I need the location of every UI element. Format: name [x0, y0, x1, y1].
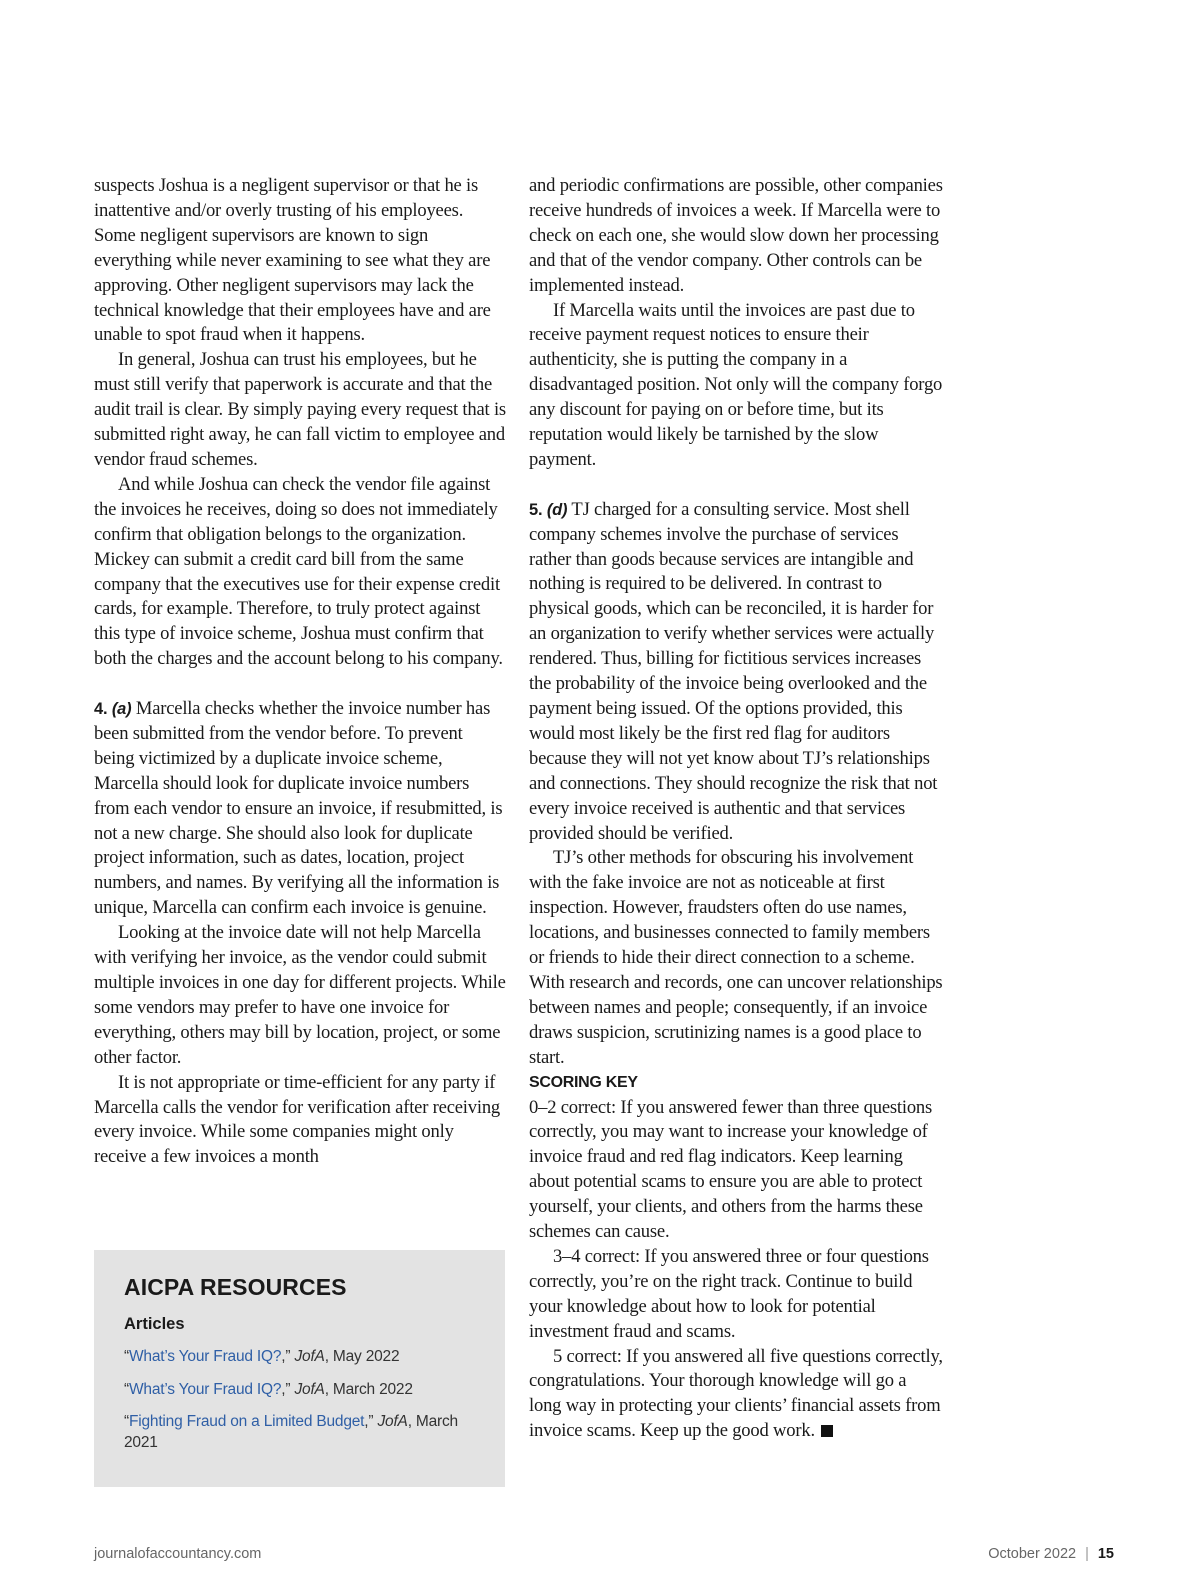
- resource-item: [124, 1379, 475, 1400]
- resources-subtitle: Articles: [124, 1315, 185, 1333]
- left-column: [94, 174, 506, 1170]
- quote-open: “: [124, 1413, 129, 1430]
- left-paragraph-2: In general, Joshua can trust his employees, but he must still verify that paperwork is accurate and that the audit trail is clear. By simply paying every request that is submitted right away, he can fall victim to employee and vendor fraud schemes.: [94, 349, 506, 470]
- footer-issue-date: October 2022: [988, 1546, 1077, 1562]
- right-paragraph-1: and periodic confirmations are possible, other companies receive hundreds of invoices a week. If Marcella were to check on each one, she would slow down her processing and that of the vendor company. Other controls can be implemented instead.: [529, 175, 943, 296]
- right-column: [529, 174, 943, 1444]
- answer-4-number: 4.: [94, 700, 108, 719]
- left-paragraph-1: suspects Joshua is a negligent supervisor or that he is inattentive and/or overly trusting of his employees. Some negligent supervisors are known to sign everything while never examining to see what they are approving. Other negligent supervisors may lack the technical knowledge that their employees have and are unable to spot fraud when it happens.: [94, 175, 491, 346]
- quote-close: ,”: [281, 1348, 295, 1365]
- page-number: 15: [1097, 1546, 1114, 1562]
- score-range-0-2: 0–2 correct: If you answered fewer than three questions correctly, you may want to increase your knowledge of invoice fraud and red flag indicators. Keep learning about potential scams to ensure you are able to protect yourself, your clients, and others from the harms these schemes can cause.: [529, 1096, 933, 1243]
- left-paragraph-3: And while Joshua can check the vendor file against the invoices he receives, doing so does not immediately confirm that obligation belongs to the organization. Mickey can submit a credit card bill from the same company that the executives use for their expense credit cards, for example. Therefore, to truly protect against this type of invoice scheme, Joshua must confirm that both the charges and the account belong to his company.: [94, 473, 503, 670]
- resource-date: , March 2022: [324, 1380, 413, 1398]
- resource-link-fraud-iq-may[interactable]: What’s Your Fraud IQ?: [128, 1348, 282, 1365]
- answer-5: [529, 498, 943, 847]
- score-range-5: [529, 1345, 943, 1445]
- journal-name: JofA: [294, 1348, 325, 1365]
- resource-link-fraud-iq-march[interactable]: What’s Your Fraud IQ?: [128, 1380, 282, 1398]
- resource-date: , May 2022: [324, 1348, 400, 1365]
- resources-title: AICPA RESOURCES: [124, 1274, 347, 1300]
- journal-name: JofA: [377, 1413, 408, 1430]
- resource-date: , March 2021: [124, 1413, 458, 1451]
- answer-4-letter: (a): [111, 700, 132, 719]
- answer-5-letter: (d): [546, 500, 568, 519]
- score-range-3-4: 3–4 correct: If you answered three or four questions correctly, you’re on the right track. Continue to build your knowledge about how to look for potential investment fraud and scams.: [529, 1245, 929, 1342]
- answer-5-number: 5.: [529, 500, 543, 519]
- scoring-key-heading: SCORING KEY: [529, 1073, 638, 1091]
- journal-name: JofA: [294, 1380, 325, 1398]
- answer-5-text: TJ charged for a consulting service. Most shell company schemes involve the purchase of services rather than goods because services are intangible and nothing is required to be delivered. In contrast to physical goods, which can be reconciled, it is harder for an organization to verify whether services were actually rendered. Thus, billing for fictitious services increases the probability of the invoice being overlooked and the payment being issued. Of the options provided, this would most likely be the first red flag for auditors because they will not yet know about TJ’s relationships and connections. They should recognize the risk that not every invoice received is authentic and that services provided should be verified.: [529, 498, 938, 844]
- footer-issue-info: [988, 1546, 1114, 1562]
- quote-close: ,”: [281, 1380, 295, 1398]
- resource-link-limited-budget[interactable]: Fighting Fraud on a Limited Budget: [128, 1413, 365, 1430]
- quote-open: “: [124, 1348, 129, 1365]
- answer-4: [94, 697, 506, 921]
- right-paragraph-2: If Marcella waits until the invoices are past due to receive payment request notices to ensure their authenticity, she is putting the company in a disadvantaged position. Not only will the company forgo any discount for paying on or before time, but its reputation would likely be tarnished by the slow payment.: [529, 299, 943, 470]
- footer-separator: |: [1085, 1546, 1089, 1562]
- left-paragraph-5: Looking at the invoice date will not help Marcella with verifying her invoice, as the vendor could submit multiple invoices in one day for different projects. While some vendors may prefer to have one invoice for everything, others may bill by location, project, or some other factor.: [94, 922, 506, 1068]
- right-paragraph-4: TJ’s other methods for obscuring his involvement with the fake invoice are not as noticeable at first inspection. However, fraudsters often do use names, locations, and businesses connected to family members or friends to hide their direct connection to a scheme. With research and records, one can uncover relationships between names and people; consequently, if an invoice draws suspicion, scrutinizing names is a good place to start.: [529, 847, 943, 1068]
- footer-site: journalofaccountancy.com: [94, 1546, 262, 1562]
- resource-item: [124, 1346, 475, 1367]
- quote-open: “: [124, 1380, 129, 1398]
- score-range-5-text: 5 correct: If you answered all five questions correctly, congratulations. Your thorough knowledge will go a long way in protecting your clients’ financial assets from invoice scams. Keep up the good work.: [529, 1345, 943, 1442]
- left-paragraph-6: It is not appropriate or time-efficient for any party if Marcella calls the vendor for verification after receiving every invoice. While some companies might only receive a few invoices a month: [94, 1071, 501, 1168]
- aicpa-resources-box: [94, 1250, 505, 1487]
- answer-4-text: Marcella checks whether the invoice number has been submitted from the vendor before. To prevent being victimized by a duplicate invoice scheme, Marcella should look for duplicate invoice numbers from each vendor to ensure an invoice, if resubmitted, is not a new charge. She should also look for duplicate project information, such as dates, location, project numbers, and names. By verifying all the information is unique, Marcella can confirm each invoice is genuine.: [94, 698, 503, 919]
- quote-close: ,”: [364, 1413, 378, 1430]
- end-square-icon: [821, 1425, 833, 1437]
- resource-item: [124, 1411, 475, 1453]
